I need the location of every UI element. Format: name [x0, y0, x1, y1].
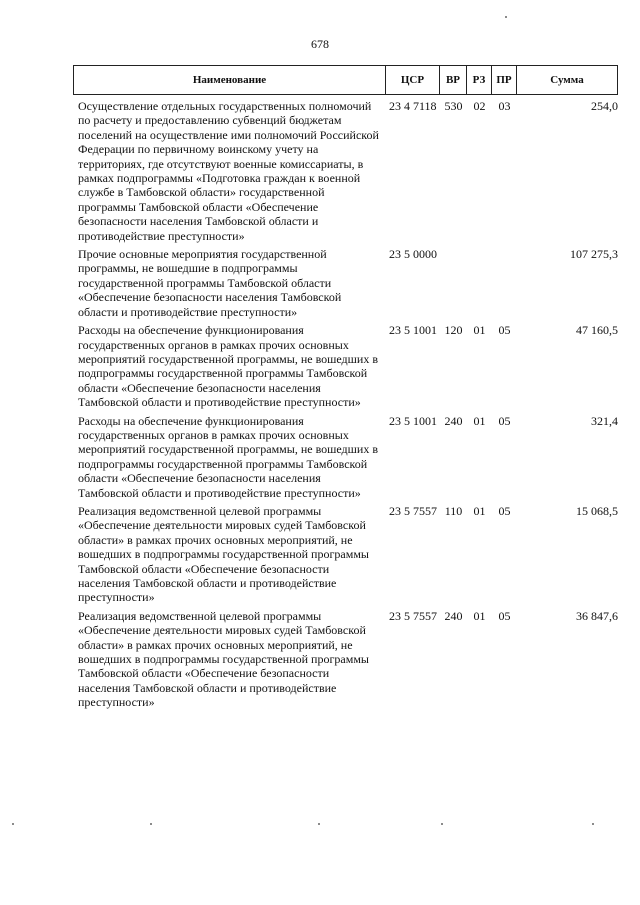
table-row: [73, 504, 618, 605]
header-csr: ЦСР: [386, 66, 440, 94]
header-pr: ПР: [492, 66, 517, 94]
header-rz: РЗ: [467, 66, 492, 94]
table-row: [73, 247, 618, 319]
row-sum: 254,0: [591, 99, 618, 113]
row-vr: 530: [444, 99, 463, 113]
row-rz: 01: [473, 413, 486, 428]
row-vr: 240: [444, 608, 463, 623]
table-row: [73, 99, 618, 243]
budget-table: [73, 65, 618, 710]
scan-speck: [12, 823, 14, 825]
table-header: [73, 65, 618, 95]
row-vr: 110: [444, 503, 463, 518]
row-rz: 01: [473, 608, 486, 623]
row-sum: 321,4: [591, 413, 618, 428]
row-pr: 05: [498, 608, 511, 623]
row-pr: 05: [498, 413, 511, 428]
row-rz: [467, 247, 492, 319]
scan-speck: [592, 823, 594, 825]
page-number: 678: [311, 37, 329, 51]
scan-speck: [318, 823, 320, 825]
row-name: Реализация ведомственной целевой программы «Обеспечение деятельности мировых судей Тамбовской области» в рамках прочих основных мероприятий, не вошедших в подпрограммы государственной программы Тамбовской области «Обеспечение безопасности населения Тамбовской области и противодействие преступности»: [78, 503, 369, 605]
row-name: Реализация ведомственной целевой программы «Обеспечение деятельности мировых судей Тамбовской области» в рамках прочих основных мероприятий, не вошедших в подпрограммы государственной программы Тамбовской области «Обеспечение безопасности населения Тамбовской области и противодействие преступности»: [78, 608, 369, 710]
row-rz: 02: [473, 99, 486, 113]
row-name: Осуществление отдельных государственных полномочий по расчету и предоставлению субвенций бюджетам поселений на осуществление ими полномочий Российской Федерации по первичному воинскому учету на территориях, где отсутствуют военные комиссариаты, в рамках подпрограммы «Подготовка граждан к военной службе в Тамбовской области» государственной программы Тамбовской области «Обеспечение безопасности населения Тамбовской области и противодействие преступности»: [78, 99, 379, 243]
row-pr: 03: [498, 99, 511, 113]
table-row: [73, 609, 618, 710]
header-vr: ВР: [440, 66, 467, 94]
row-pr: 05: [498, 323, 511, 338]
header-name: Наименование: [73, 66, 386, 94]
row-vr: 120: [444, 323, 463, 338]
row-rz: 01: [473, 503, 486, 518]
row-name: Прочие основные мероприятия государственной программы, не вошедшие в подпрограммы государственной программы Тамбовской области «Обеспечение безопасности населения Тамбовской области и противодействие преступности»: [78, 247, 342, 319]
row-csr: 23 5 7557: [389, 608, 437, 623]
row-name: Расходы на обеспечение функционирования государственных органов в рамках прочих основных мероприятий государственной программы, не вошедших в подпрограммы государственной программы Тамбовской области «Обеспечение безопасности населения Тамбовской области и противодействие преступности»: [78, 323, 378, 410]
scan-speck: [505, 16, 507, 18]
row-csr: 23 5 1001: [389, 413, 437, 428]
table-row: [73, 323, 618, 409]
row-sum: 107 275,3: [570, 247, 618, 262]
row-sum: 36 847,6: [576, 608, 618, 623]
scan-speck: [441, 823, 443, 825]
row-sum: 15 068,5: [576, 503, 618, 518]
row-rz: 01: [473, 323, 486, 338]
row-pr: 05: [498, 503, 511, 518]
table-row: [73, 414, 618, 500]
row-pr: [492, 247, 517, 319]
row-name: Расходы на обеспечение функционирования государственных органов в рамках прочих основных мероприятий государственной программы, не вошедших в подпрограммы государственной программы Тамбовской области «Обеспечение безопасности населения Тамбовской области и противодействие преступности»: [78, 413, 378, 500]
row-csr: 23 4 7118: [389, 99, 437, 113]
row-sum: 47 160,5: [576, 323, 618, 338]
row-csr: 23 5 7557: [389, 503, 437, 518]
row-vr: 240: [444, 413, 463, 428]
scan-speck: [150, 823, 152, 825]
row-csr: 23 5 0000: [389, 247, 437, 262]
row-csr: 23 5 1001: [389, 323, 437, 338]
row-vr: [440, 247, 467, 319]
header-sum: Сумма: [517, 66, 618, 94]
